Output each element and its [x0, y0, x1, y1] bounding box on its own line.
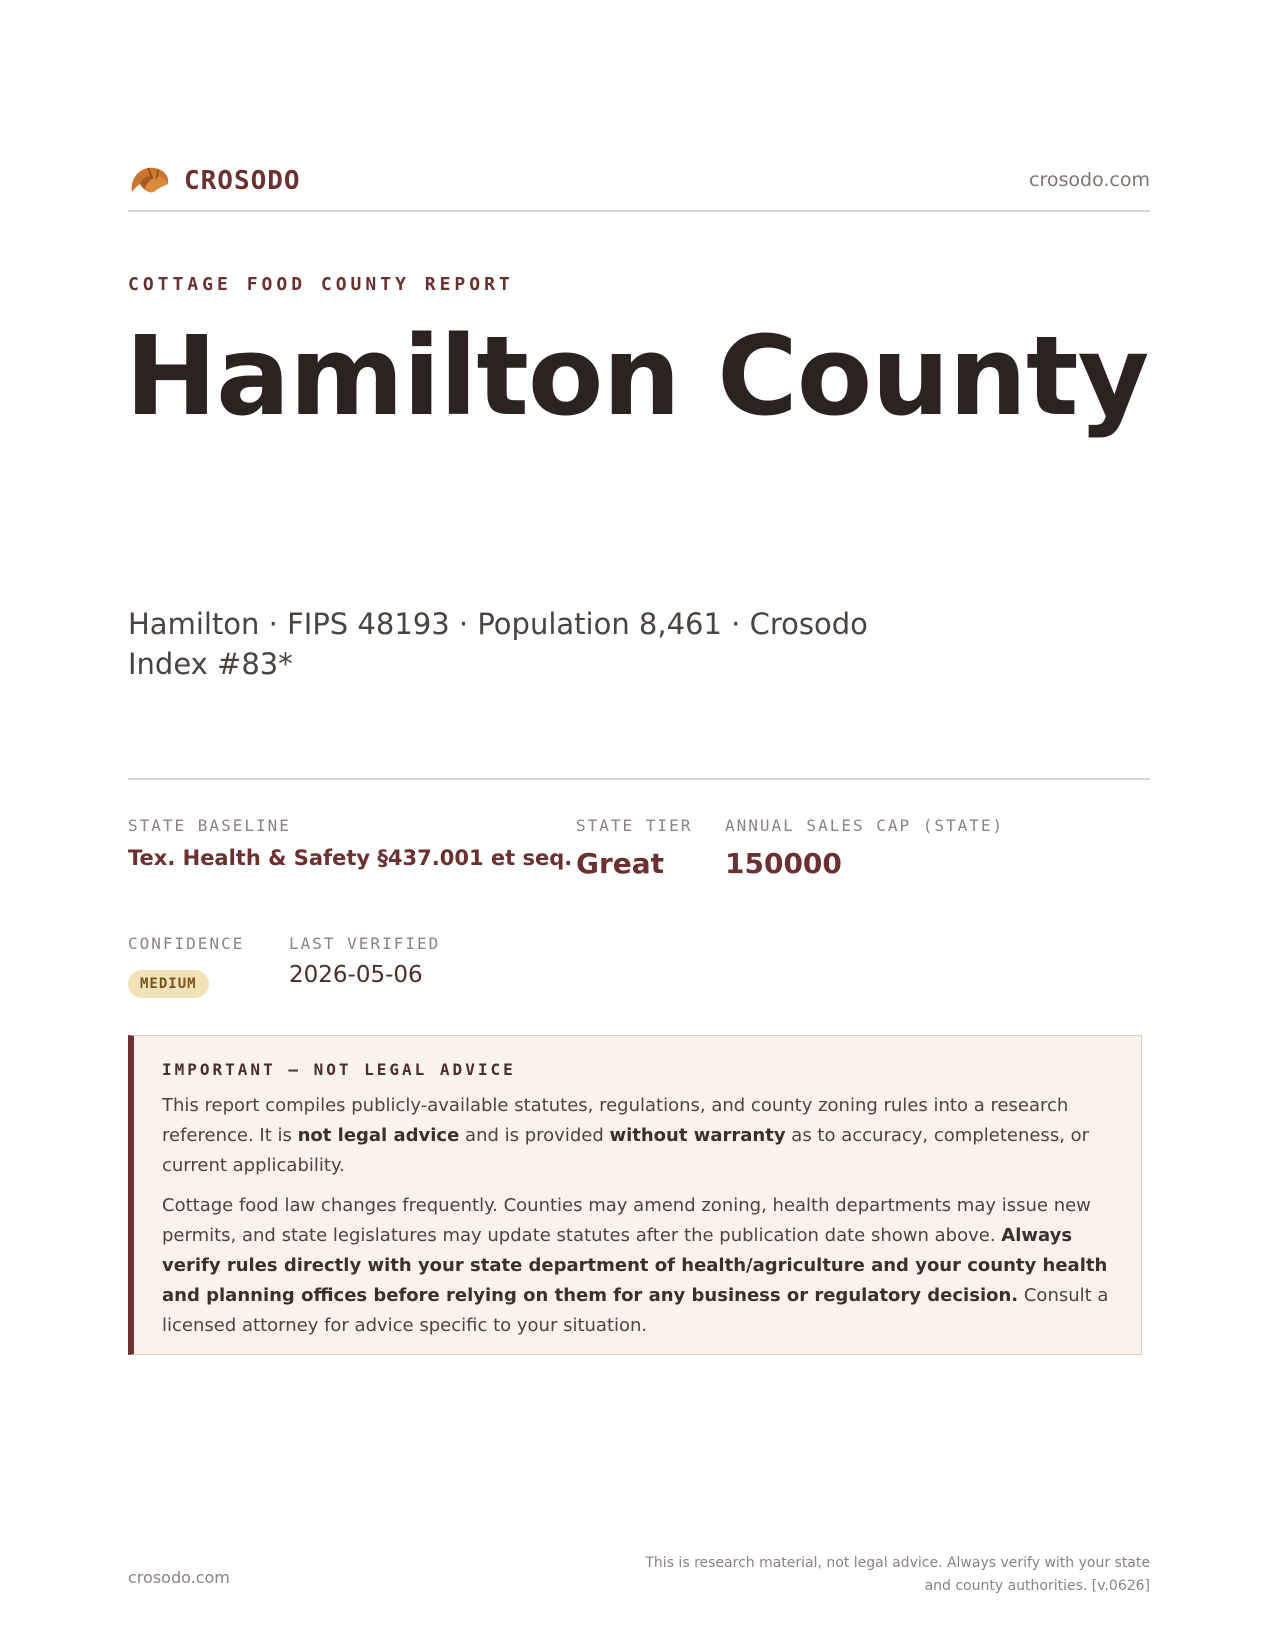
legal-disclaimer: [128, 1035, 1142, 1355]
disclaimer-emphasis: Always verify rules directly with your state department of health/agriculture and your county health and planning offices before relying on them for any business or regulatory decision.: [162, 1225, 1108, 1306]
last-verified-label: LAST VERIFIED: [289, 934, 441, 953]
disclaimer-emphasis: without warranty: [609, 1125, 786, 1146]
croissant-icon: [128, 162, 172, 200]
report-eyebrow: COTTAGE FOOD COUNTY REPORT: [128, 274, 514, 295]
disclaimer-paragraph-2: [162, 1191, 1113, 1341]
sales-cap-label: ANNUAL SALES CAP (STATE): [725, 816, 1005, 835]
state-tier-label: STATE TIER: [576, 816, 693, 835]
brand-name: CROSODO: [184, 166, 301, 196]
confidence-badge: MEDIUM: [128, 970, 209, 998]
disclaimer-text: as to accuracy, completeness, or current applicability.: [162, 1125, 1090, 1176]
state-baseline-value: Tex. Health & Safety §437.001 et seq.: [128, 846, 573, 870]
page-title: Hamilton County: [125, 312, 1149, 440]
disclaimer-emphasis: not legal advice: [297, 1125, 460, 1146]
disclaimer-text: This report compiles publicly-available statutes, regulations, and county zoning rules into a research reference. It is: [162, 1095, 1069, 1146]
confidence-label: CONFIDENCE: [128, 934, 245, 953]
brand-url[interactable]: crosodo.com: [1029, 169, 1150, 191]
state-tier-value: Great: [576, 847, 665, 880]
disclaimer-text: Consult a licensed attorney for advice specific to your situation.: [162, 1285, 1109, 1336]
state-baseline-label: STATE BASELINE: [128, 816, 291, 835]
footer-disclaimer-line-1: This is research material, not legal advice. Always verify with your state: [645, 1555, 1150, 1571]
footer-url[interactable]: crosodo.com: [128, 1568, 230, 1587]
disclaimer-text: and is provided: [459, 1125, 610, 1146]
disclaimer-heading: IMPORTANT — NOT LEGAL ADVICE: [162, 1060, 516, 1079]
header-divider: [128, 210, 1150, 212]
disclaimer-text: Cottage food law changes frequently. Counties may amend zoning, health departments may issue new permits, and state legislatures may update statutes after the publication date shown above.: [162, 1195, 1091, 1246]
county-summary: Hamilton · FIPS 48193 · Population 8,461 · Crosodo Index #83*: [128, 607, 868, 681]
disclaimer-paragraph-1: [162, 1091, 1113, 1181]
section-divider: [128, 778, 1150, 780]
sales-cap-value: 150000: [725, 847, 842, 880]
footer-disclaimer: [630, 1552, 1150, 1598]
last-verified-value: 2026-05-06: [289, 962, 423, 988]
report-page: [125, 0, 1150, 1650]
brand-header: [128, 160, 1150, 204]
footer-disclaimer-line-2: and county authorities. [v.0626]: [924, 1578, 1150, 1594]
